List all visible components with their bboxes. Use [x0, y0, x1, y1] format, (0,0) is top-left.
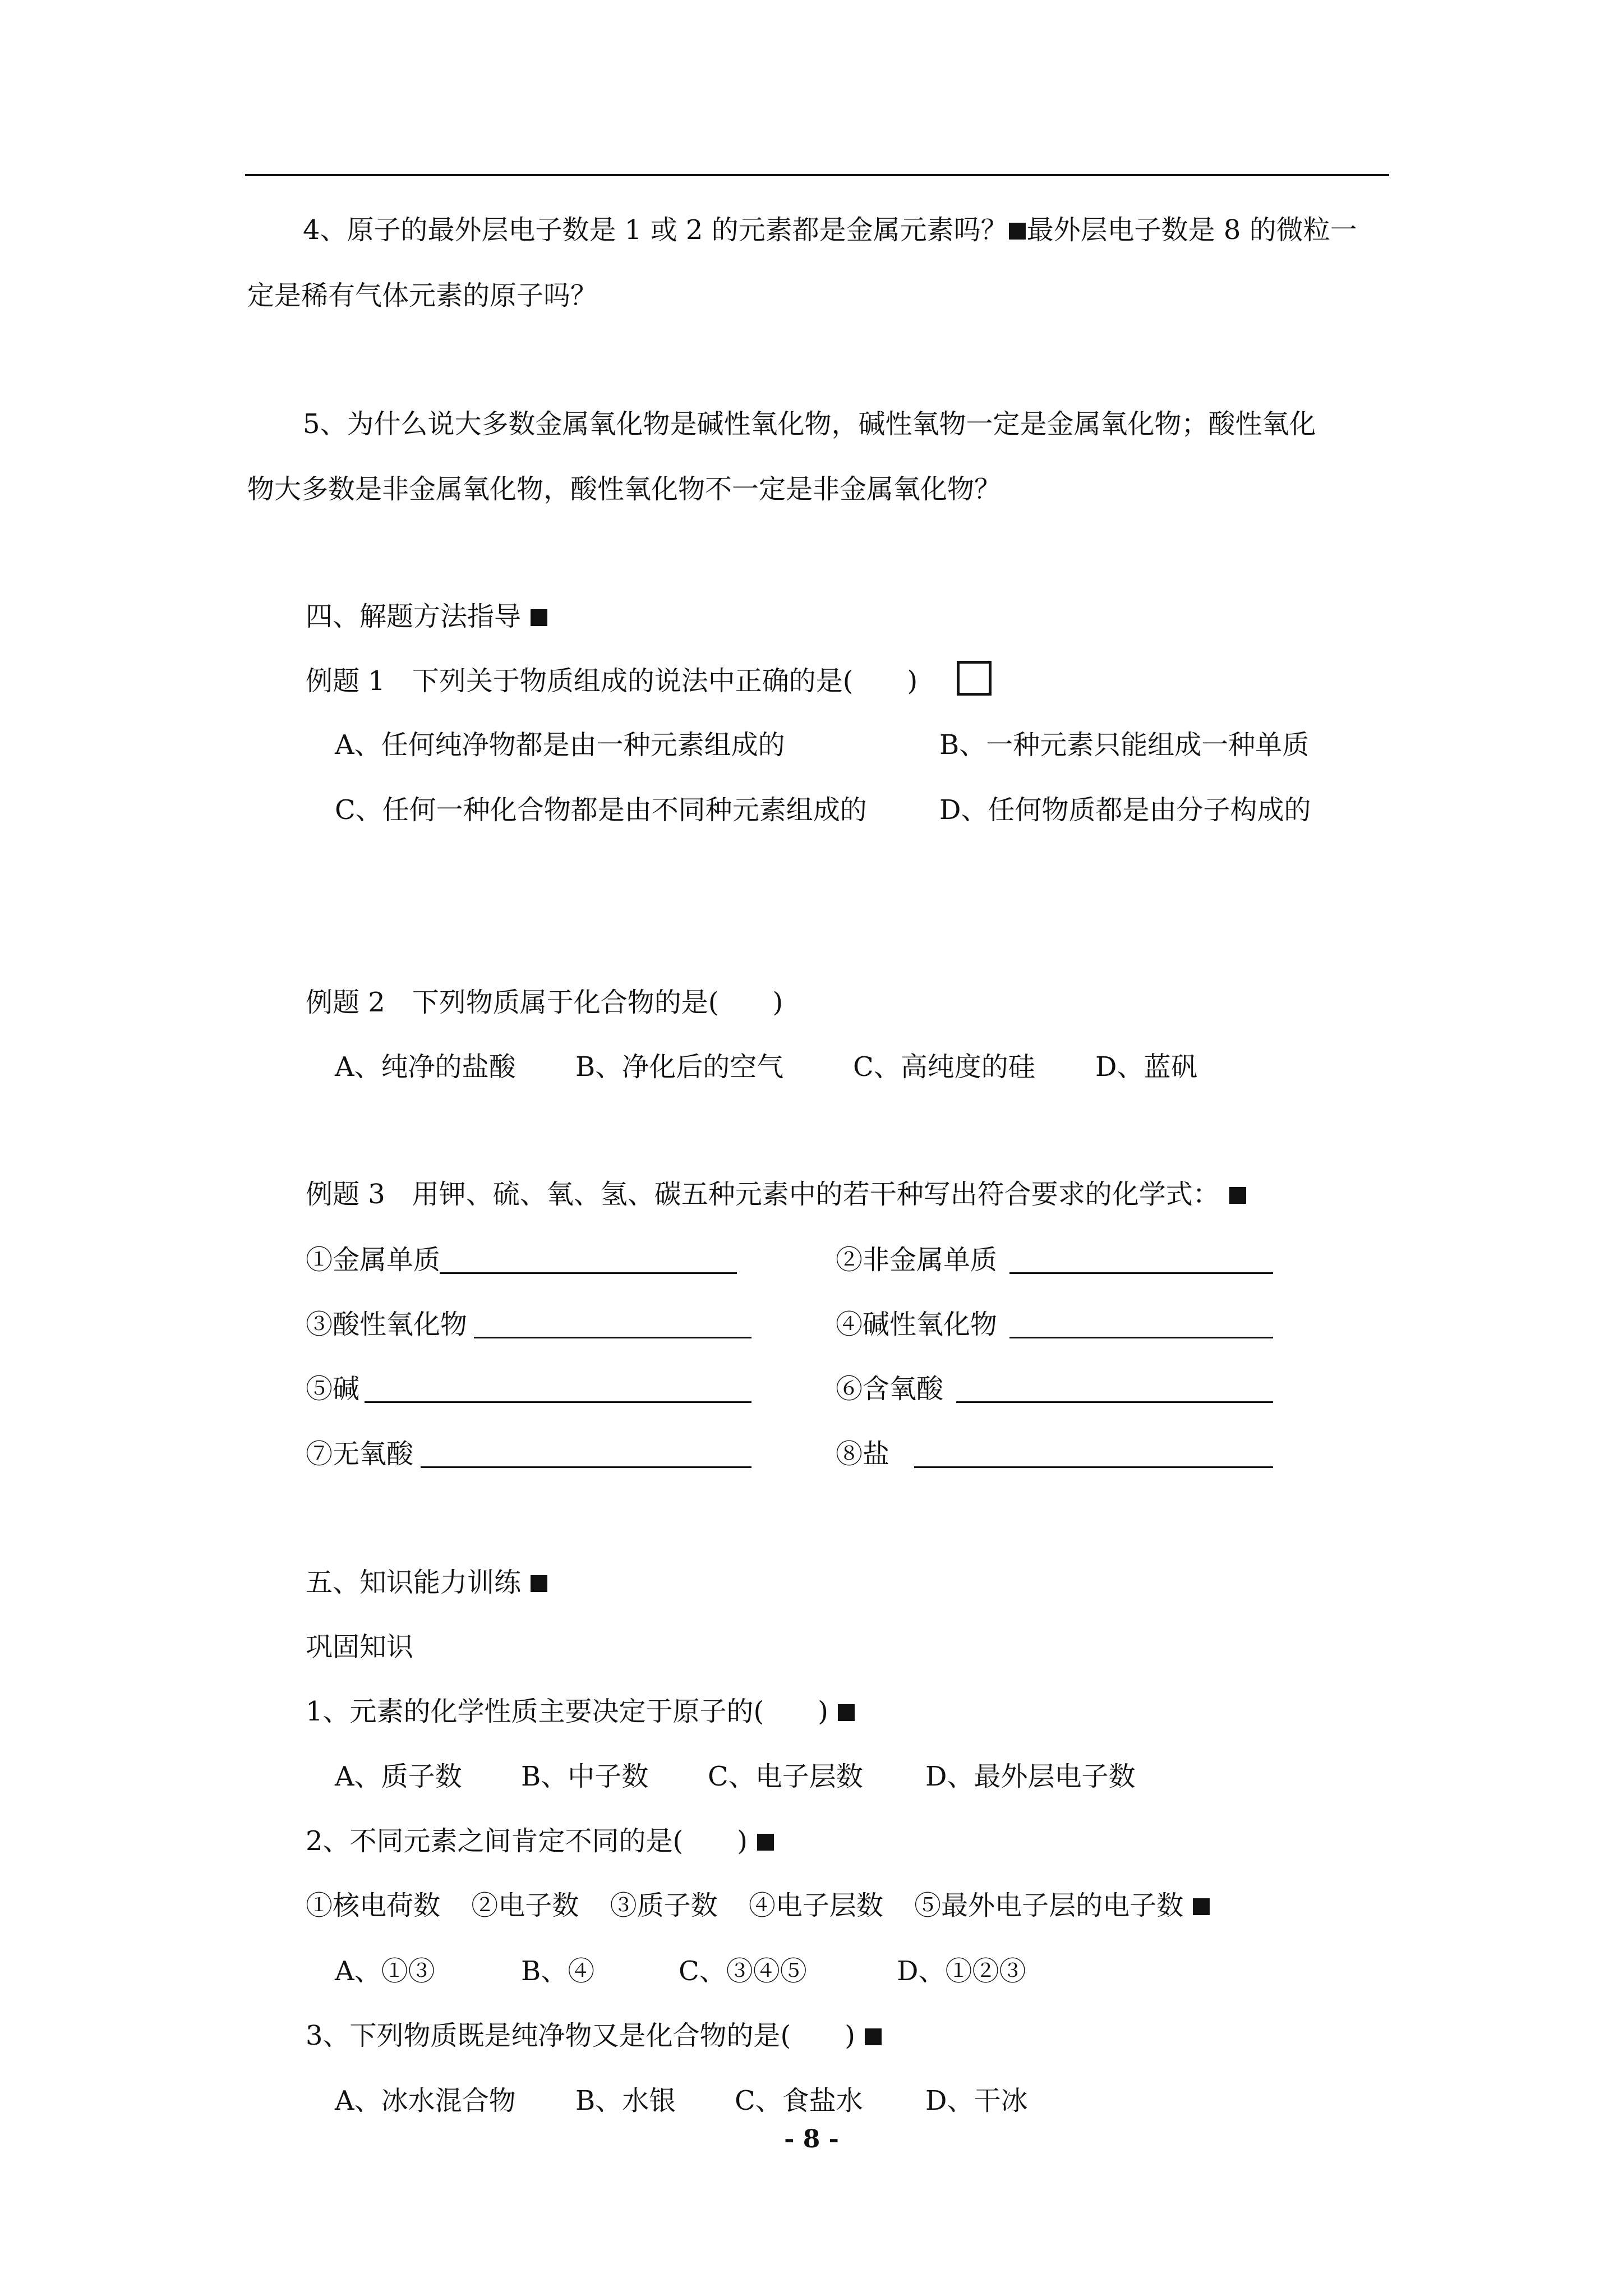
black-square-icon: [838, 1704, 855, 1721]
t3-option-b: B、水银: [575, 2085, 676, 2116]
example2-option-d: D、蓝矾: [1095, 1051, 1198, 1083]
ex3-blank-1[interactable]: [440, 1272, 737, 1274]
t2-statement-1: ①核电荷数: [306, 1890, 441, 1921]
t2-statements: [306, 1892, 1211, 1919]
t3-prompt: [306, 2022, 883, 2049]
ex3-item-4: ④碱性氧化物: [836, 1309, 998, 1340]
t2-option-a: A、①③: [335, 1955, 435, 1987]
header-rule: [245, 174, 1389, 176]
black-square-icon: [757, 1834, 774, 1851]
t3-option-a: A、冰水混合物: [335, 2085, 516, 2116]
section5-subtitle: 巩固知识: [306, 1631, 414, 1663]
ex3-blank-5[interactable]: [365, 1401, 751, 1403]
example1-option-c: C、任何一种化合物都是由不同种元素组成的: [335, 794, 867, 826]
t2-option-c: C、③④⑤: [679, 1955, 807, 1987]
ex3-item-2: ②非金属单质: [836, 1244, 998, 1276]
q5-line1: 5、为什么说大多数金属氧化物是碱性氧化物，碱性氧物一定是金属氧化物；酸性氧化: [303, 408, 1316, 440]
black-square-icon: [865, 2028, 882, 2045]
q4-line1-a: 4、原子的最外层电子数是 1 或 2 的元素都是金属元素吗？: [303, 214, 1008, 246]
example2-option-b: B、净化后的空气: [575, 1051, 784, 1083]
t2-option-d: D、①②③: [897, 1955, 1026, 1987]
t1-prompt-text: 1、元素的化学性质主要决定于原子的( ): [306, 1696, 828, 1727]
ex3-item-7: ⑦无氧酸: [306, 1438, 414, 1470]
ex3-item-5: ⑤碱: [306, 1373, 360, 1405]
t2-prompt-text: 2、不同元素之间肯定不同的是( ): [306, 1825, 748, 1857]
example3-prompt: [306, 1181, 1247, 1208]
q4-line2: 定是稀有气体元素的原子吗？: [247, 280, 598, 311]
ex3-blank-8[interactable]: [914, 1466, 1273, 1468]
ex3-blank-4[interactable]: [1009, 1337, 1273, 1338]
q5-line2: 物大多数是非金属氧化物，酸性氧化物不一定是非金属氧化物？: [247, 473, 1002, 505]
t1-prompt: [306, 1698, 856, 1725]
section4-title: [306, 603, 548, 630]
black-square-icon: [531, 1575, 547, 1592]
t1-option-a: A、质子数: [335, 1761, 462, 1792]
section5-title-text: 五、知识能力训练: [306, 1567, 522, 1598]
t2-option-b: B、④: [521, 1955, 595, 1987]
example2-option-a: A、纯净的盐酸: [335, 1051, 516, 1083]
t3-option-c: C、食盐水: [735, 2085, 863, 2116]
black-square-icon: [1193, 1898, 1210, 1915]
example1-option-a: A、任何纯净物都是由一种元素组成的: [335, 729, 785, 761]
example2-prompt: 例题 2 下列物质属于化合物的是( ): [306, 987, 783, 1018]
ex3-item-6: ⑥含氧酸: [836, 1373, 944, 1405]
example1-prompt: 例题 1 下列关于物质组成的说法中正确的是( ): [306, 665, 918, 697]
ex3-blank-7[interactable]: [421, 1466, 751, 1468]
t2-prompt: [306, 1825, 775, 1857]
t3-option-d: D、干冰: [925, 2085, 1028, 2116]
ex3-item-3: ③酸性氧化物: [306, 1309, 468, 1340]
ex3-item-1: ①金属单质: [306, 1244, 441, 1276]
example1-option-d: D、任何物质都是由分子构成的: [939, 794, 1311, 826]
q4-line1-b: 最外层电子数是 8 的微粒一: [1026, 214, 1357, 246]
q4-line1: [303, 214, 1357, 246]
section4-title-text: 四、解题方法指导: [306, 601, 522, 632]
black-square-icon: [531, 609, 547, 626]
example1-option-b: B、一种元素只能组成一种单质: [939, 729, 1310, 761]
t2-statement-5: ⑤最外电子层的电子数: [914, 1890, 1184, 1921]
section5-title: [306, 1569, 548, 1596]
ex3-blank-3[interactable]: [474, 1337, 751, 1338]
example3-prompt-text: 例题 3 用钾、硫、氧、氢、碳五种元素中的若干种写出符合要求的化学式：: [306, 1179, 1220, 1210]
t1-option-d: D、最外层电子数: [925, 1761, 1136, 1792]
ex3-item-8: ⑧盐: [836, 1438, 890, 1470]
answer-box: [957, 661, 992, 696]
t2-statement-4: ④电子层数: [748, 1890, 883, 1921]
ex3-blank-2[interactable]: [1009, 1272, 1273, 1274]
black-square-icon: [1229, 1187, 1246, 1204]
t2-statement-3: ③质子数: [610, 1890, 718, 1921]
example2-option-c: C、高纯度的硅: [853, 1051, 1035, 1083]
t1-option-b: B、中子数: [521, 1761, 649, 1792]
t1-option-c: C、电子层数: [708, 1761, 863, 1792]
ex3-blank-6[interactable]: [956, 1401, 1273, 1403]
black-square-icon: [1009, 223, 1026, 240]
t3-prompt-text: 3、下列物质既是纯净物又是化合物的是( ): [306, 2020, 855, 2051]
page-number: - 8 -: [784, 2125, 839, 2154]
t2-statement-2: ②电子数: [471, 1890, 579, 1921]
